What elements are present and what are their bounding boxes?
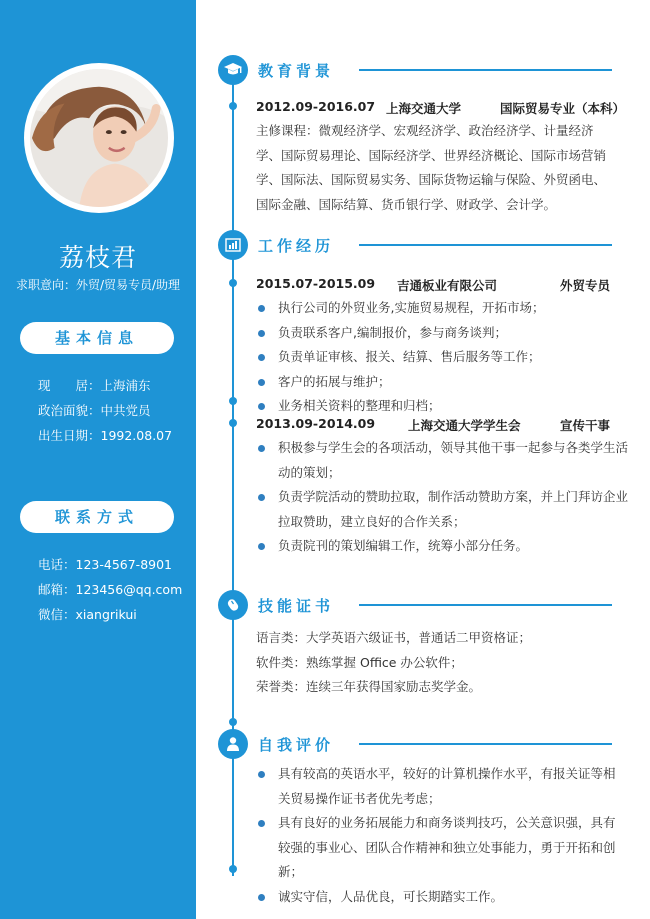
list-item: 诚实守信，人品优良，可长期踏实工作。 xyxy=(256,885,624,910)
list-item: 负责联系客户,编制报价，参与商务谈判； xyxy=(256,321,628,346)
phone: 电话：123-4567-8901 xyxy=(38,557,173,572)
job-duties xyxy=(256,436,628,559)
job-row xyxy=(256,416,626,432)
skills-rule xyxy=(359,604,612,606)
list-item: 具有较高的英语水平，较好的计算机操作水平，有报关证等相关贸易操作证书者优先考虑； xyxy=(256,762,624,811)
profile-photo xyxy=(30,69,168,207)
timeline-dot xyxy=(229,718,237,726)
birth-date: 出生日期：1992.08.07 xyxy=(38,428,173,443)
job-duties xyxy=(256,296,628,419)
education-major: 国际贸易专业（本科） xyxy=(500,101,626,116)
education-school: 上海交通大学 xyxy=(386,101,462,116)
skills-title: 技能证书 xyxy=(258,596,335,615)
education-heading xyxy=(218,55,334,85)
education-title: 教育背景 xyxy=(258,61,335,80)
sidebar xyxy=(0,0,196,919)
education-row xyxy=(256,99,626,115)
basic-info-heading: 基本信息 xyxy=(20,322,174,354)
wechat: 微信：xiangrikui xyxy=(38,607,137,622)
list-item: 执行公司的外贸业务,实施贸易规程，开拓市场； xyxy=(256,296,628,321)
skill-language: 语言类：大学英语六级证书，普通话二甲资格证； xyxy=(256,630,532,645)
job-role: 外贸专员 xyxy=(560,278,611,293)
job-row xyxy=(256,276,626,292)
list-item: 客户的拓展与维护； xyxy=(256,370,628,395)
timeline-dot xyxy=(229,397,237,405)
education-period: 2012.09-2016.07 xyxy=(256,99,376,114)
job-org: 吉通板业有限公司 xyxy=(397,278,498,293)
education-rule xyxy=(359,69,612,71)
self-eval-list xyxy=(256,762,624,909)
list-item: 业务相关资料的整理和归档； xyxy=(256,394,628,419)
candidate-name: 荔枝君 xyxy=(58,243,137,272)
timeline-dot xyxy=(229,865,237,873)
skills-heading xyxy=(218,590,334,620)
timeline-dot xyxy=(229,279,237,287)
person-icon xyxy=(218,729,248,759)
job-period: 2013.09-2014.09 xyxy=(256,416,376,431)
self-eval-title: 自我评价 xyxy=(258,735,335,754)
skill-honors: 荣誉类：连续三年获得国家励志奖学金。 xyxy=(256,679,482,694)
list-item: 负责学院活动的赞助拉取，制作活动赞助方案，并上门拜访企业拉取赞助，建立良好的合作关系； xyxy=(256,485,628,534)
self-eval-heading xyxy=(218,729,334,759)
job-role: 宣传干事 xyxy=(560,418,611,433)
list-item: 具有良好的业务拓展能力和商务谈判技巧，公关意识强，具有较强的事业心、团队合作精神和独立处事能力，勇于开拓和创新； xyxy=(256,811,624,885)
contact-list xyxy=(38,552,182,627)
list-item: 负责院刊的策划编辑工作，统筹小部分任务。 xyxy=(256,534,628,559)
avatar xyxy=(24,63,174,213)
skill-software: 软件类：熟练掌握 Office 办公软件； xyxy=(256,654,463,670)
education-courses: 主修课程：微观经济学、宏观经济学、政治经济学、计量经济学、国际贸易理论、国际经济学、世界经济概论、国际市场营销学、国际法、国际贸易实务、国际货物运输与保险、外贸函电、国际金融、国际结算、货币银行学、财政学、会计学。 xyxy=(256,123,607,212)
work-rule xyxy=(359,244,612,246)
contact-heading: 联系方式 xyxy=(20,501,174,533)
residence: 现 居：上海浦东 xyxy=(38,378,151,393)
mouse-icon xyxy=(218,590,248,620)
bar-chart-icon xyxy=(218,230,248,260)
job-intent: 求职意向：外贸/贸易专员/助理 xyxy=(15,278,181,292)
list-item: 积极参与学生会的各项活动，领导其他干事一起参与各类学生活动的策划； xyxy=(256,436,628,485)
work-title: 工作经历 xyxy=(258,236,335,255)
work-heading xyxy=(218,230,334,260)
job-period: 2015.07-2015.09 xyxy=(256,276,376,291)
skills-list xyxy=(256,626,531,700)
email: 邮箱：123456@qq.com xyxy=(38,582,183,597)
list-item: 负责单证审核、报关、结算、售后服务等工作； xyxy=(256,345,628,370)
self-eval-rule xyxy=(359,743,612,745)
job-org: 上海交通大学学生会 xyxy=(408,418,521,433)
basic-info-list xyxy=(38,373,172,448)
political-status: 政治面貌：中共党员 xyxy=(38,403,151,418)
timeline-dot xyxy=(229,102,237,110)
timeline-dot xyxy=(229,419,237,427)
graduation-cap-icon xyxy=(218,55,248,85)
